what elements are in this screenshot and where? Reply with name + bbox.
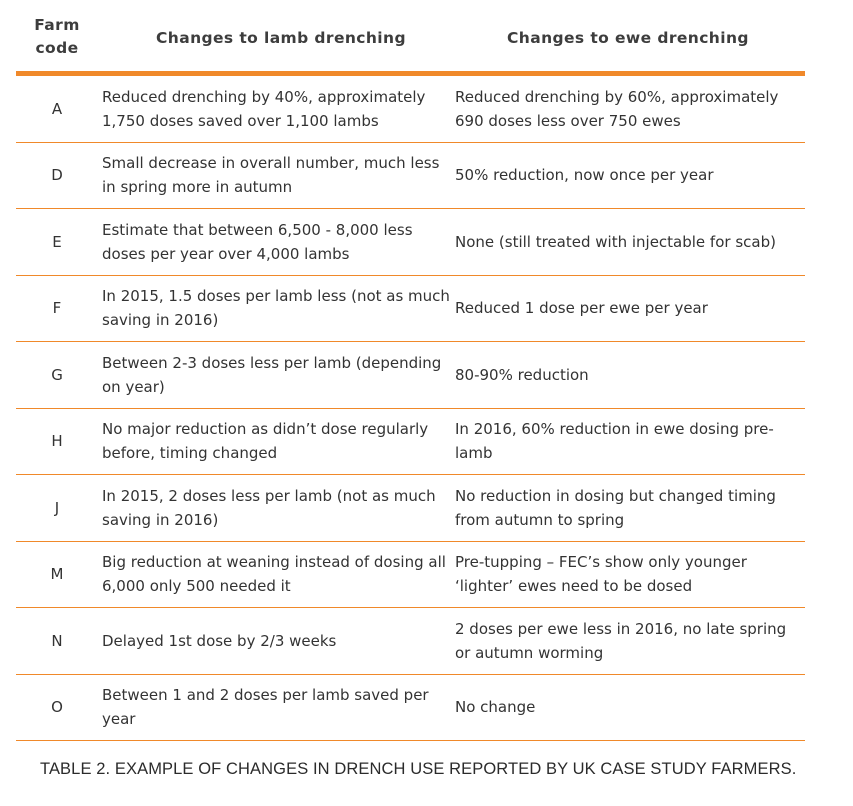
- farm-code-cell: E: [52, 232, 62, 251]
- ewe-change-cell: Pre-tupping – FEC’s show only younger ‘lighter’ ewes need to be dosed: [455, 553, 747, 596]
- table-row: [16, 475, 805, 542]
- ewe-change-cell: None (still treated with injectable for scab): [455, 232, 776, 251]
- lamb-change-cell: Delayed 1st dose by 2/3 weeks: [102, 631, 337, 650]
- farm-code-cell: D: [51, 166, 63, 185]
- lamb-change-cell: Between 2-3 doses less per lamb (depending on year): [102, 353, 442, 396]
- header-lamb-drenching: Changes to lamb drenching: [156, 28, 406, 47]
- table-row: [16, 675, 805, 742]
- header-farm-code: Farm code: [34, 15, 80, 57]
- farm-code-cell: N: [51, 631, 63, 650]
- table-row: [16, 342, 805, 409]
- farm-code-cell: H: [51, 432, 63, 451]
- table-row: [16, 409, 805, 476]
- table-row: [16, 276, 805, 343]
- lamb-change-cell: Big reduction at weaning instead of dosing all 6,000 only 500 needed it: [102, 553, 446, 596]
- table-header: [16, 0, 805, 76]
- lamb-change-cell: Reduced drenching by 40%, approximately 1,750 doses saved over 1,100 lambs: [102, 87, 426, 130]
- farm-code-cell: F: [52, 299, 62, 318]
- header-ewe-drenching: Changes to ewe drenching: [507, 28, 749, 47]
- table-row: [16, 608, 805, 675]
- ewe-change-cell: Reduced 1 dose per ewe per year: [455, 299, 708, 318]
- farm-code-cell: A: [51, 99, 63, 118]
- ewe-change-cell: No change: [455, 698, 536, 717]
- ewe-change-cell: In 2016, 60% reduction in ewe dosing pre-lamb: [455, 420, 774, 463]
- ewe-change-cell: No reduction in dosing but changed timing from autumn to spring: [455, 486, 776, 529]
- lamb-change-cell: Small decrease in overall number, much less in spring more in autumn: [102, 154, 440, 197]
- lamb-change-cell: No major reduction as didn’t dose regularly before, timing changed: [102, 420, 429, 463]
- table-row: [16, 76, 805, 143]
- ewe-change-cell: Reduced drenching by 60%, approximately 690 doses less over 750 ewes: [455, 87, 779, 130]
- farm-code-cell: J: [54, 498, 60, 517]
- table-caption: TABLE 2. EXAMPLE OF CHANGES IN DRENCH USE REPORTED BY UK CASE STUDY FARMERS.: [40, 760, 797, 778]
- farm-code-cell: M: [50, 565, 64, 584]
- lamb-change-cell: In 2015, 1.5 doses per lamb less (not as much saving in 2016): [102, 287, 450, 330]
- table-row: [16, 209, 805, 276]
- lamb-change-cell: In 2015, 2 doses less per lamb (not as much saving in 2016): [102, 486, 436, 529]
- farm-code-cell: O: [51, 698, 63, 717]
- table-row: [16, 143, 805, 210]
- table-row: [16, 542, 805, 609]
- ewe-change-cell: 80-90% reduction: [455, 365, 589, 384]
- ewe-change-cell: 2 doses per ewe less in 2016, no late spring or autumn worming: [455, 619, 787, 662]
- farm-code-cell: G: [51, 365, 63, 384]
- lamb-change-cell: Between 1 and 2 doses per lamb saved per year: [102, 686, 429, 729]
- drench-table: [16, 0, 805, 741]
- lamb-change-cell: Estimate that between 6,500 - 8,000 less doses per year over 4,000 lambs: [102, 220, 413, 263]
- ewe-change-cell: 50% reduction, now once per year: [455, 166, 714, 185]
